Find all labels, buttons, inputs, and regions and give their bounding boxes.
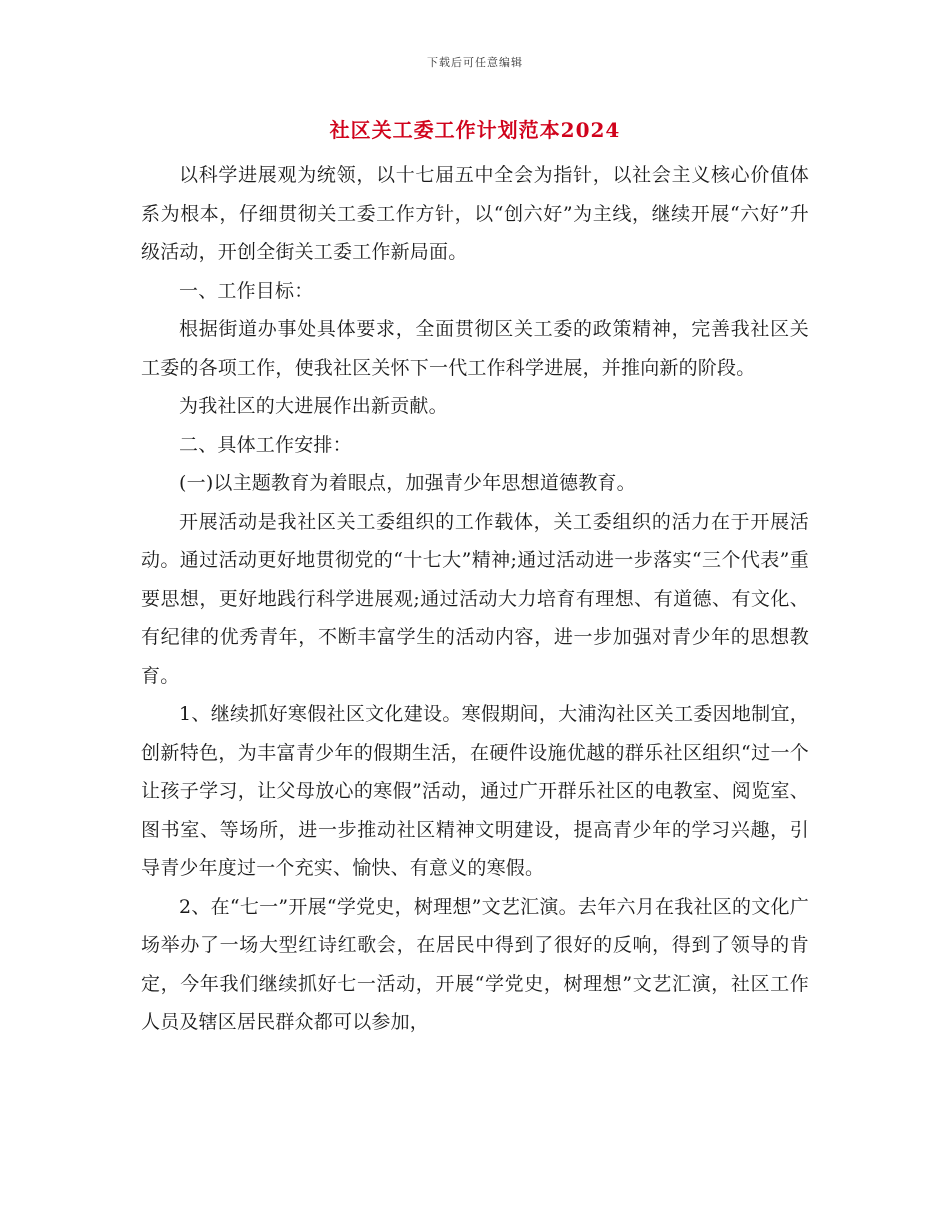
section-heading-arrangements: 二、具体工作安排： (179, 433, 352, 456)
document-body (141, 156, 809, 1042)
paragraph-activities: 开展活动是我社区关工委组织的工作载体，关工委组织的活力在于开展活动。通过活动更好地贯彻党的“十七大”精神;通过活动进一步落实“三个代表”重要思想，更好地践行科学进展观;通过活动大力培育有理想、有道德、有文化、有纪律的优秀青年，不断丰富学生的活动内容，进一步加强对青少年的思想教育。 (141, 510, 809, 687)
section-heading-goals: 一、工作目标： (179, 279, 314, 302)
document-title: 社区关工委工作计划范本2024 (329, 118, 621, 142)
paragraph-item-1: 1、继续抓好寒假社区文化建设。寒假期间，大浦沟社区关工委因地制宜，创新特色，为丰富青少年的假期生活，在硬件设施优越的群乐社区组织“过一个让孩子学习，让父母放心的寒假”活动，通过广开群乐社区的电教室、阅览室、图书室、等场所，进一步推动社区精神文明建设，提高青少年的学习兴趣，引导青少年度过一个充实、愉快、有意义的寒假。 (141, 703, 809, 879)
paragraph-goals: 根据街道办事处具体要求，全面贯彻区关工委的政策精神，完善我社区关工委的各项工作，使我社区关怀下一代工作科学进展，并推向新的阶段。 (141, 318, 809, 379)
header-note: 下载后可任意编辑 (427, 56, 523, 69)
subsection-heading-education: (一)以主题教育为着眼点，加强青少年思想道德教育。 (179, 472, 636, 494)
paragraph-contribution: 为我社区的大进展作出新贡献。 (179, 395, 448, 417)
paragraph-intro: 以科学进展观为统领，以十七届五中全会为指针，以社会主义核心价值体系为根本，仔细贯彻关工委工作方针，以“创六好”为主线，继续开展“六好”升级活动，开创全街关工委工作新局面。 (141, 164, 809, 263)
paragraph-item-2: 2、在“七一”开展“学党史，树理想”文艺汇演。去年六月在我社区的文化广场举办了一场大型红诗红歌会，在居民中得到了很好的反响，得到了领导的肯定，今年我们继续抓好七一活动，开展“学党史，树理想”文艺汇演，社区工作人员及辖区居民群众都可以参加， (141, 895, 809, 1033)
